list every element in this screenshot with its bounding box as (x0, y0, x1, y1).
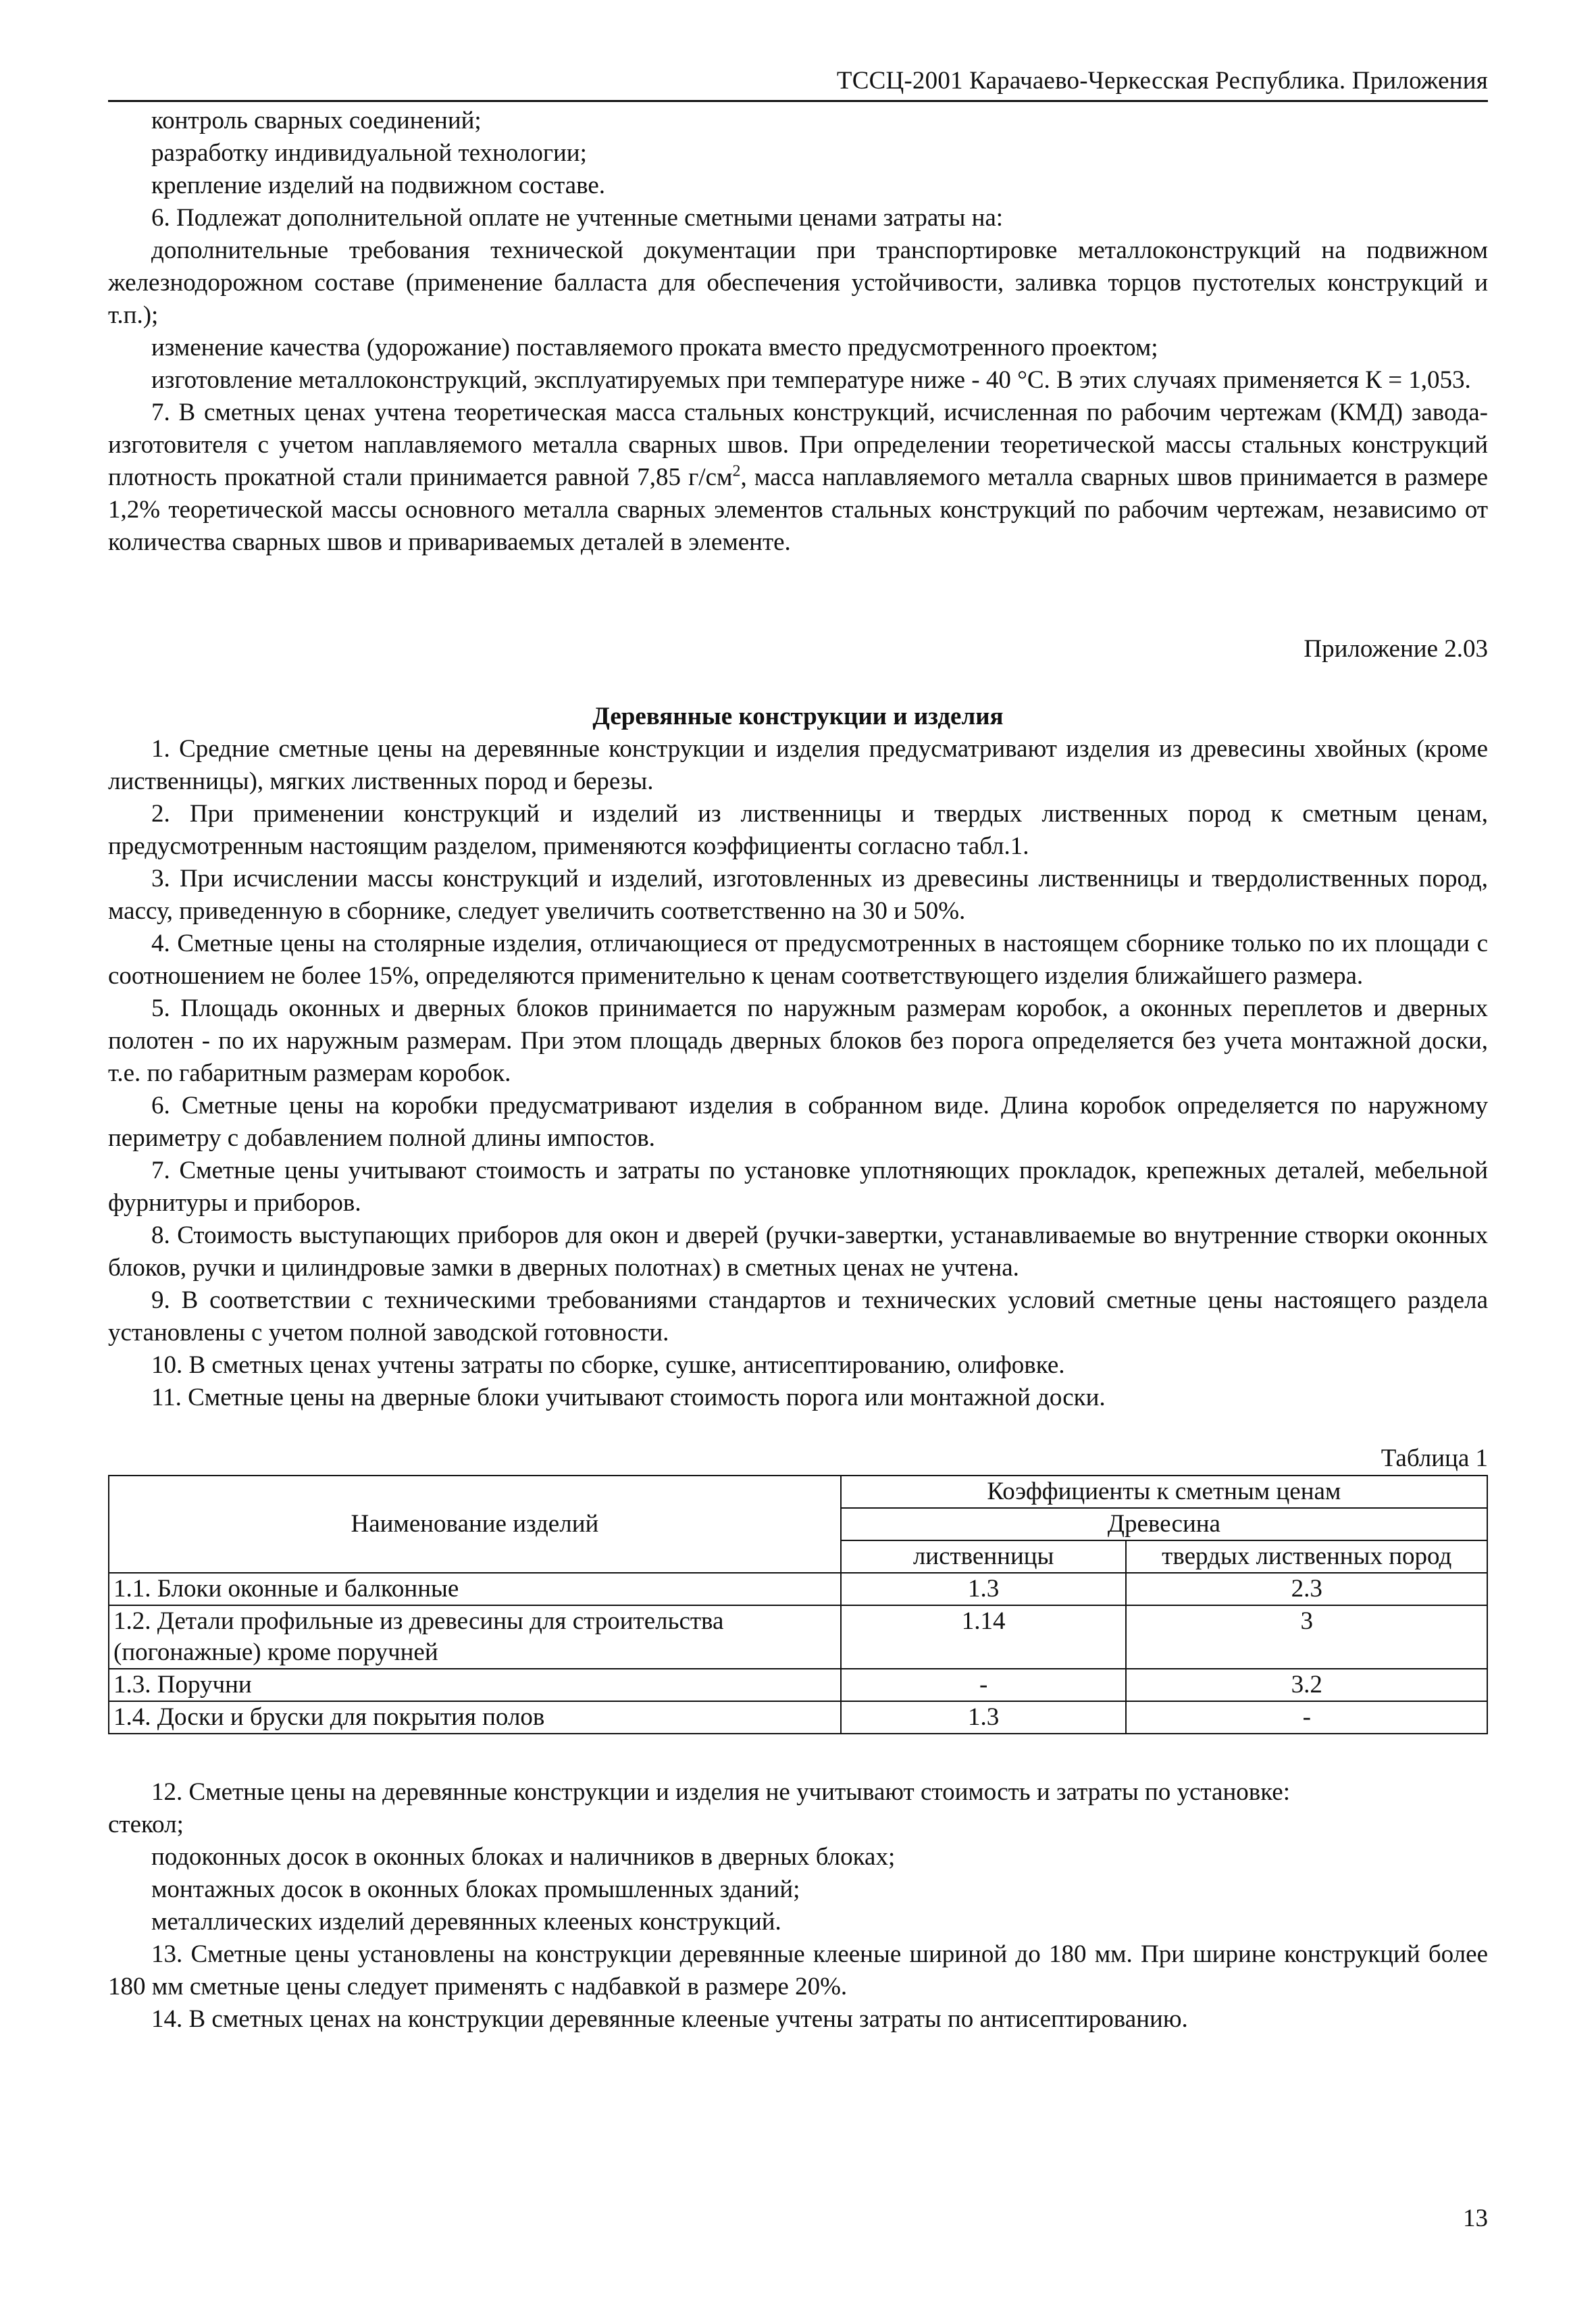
bottom-text-block (108, 1776, 1488, 2036)
table-header-row (109, 1476, 1487, 1508)
paragraph: 9. В соответствии с техническими требованиями стандартов и технических условий сметные цены настоящего раздела установлены с учетом полной заводской готовности. (108, 1286, 1488, 1347)
header-name: Наименование изделий (109, 1476, 841, 1573)
table-row (109, 1701, 1487, 1734)
row-name: 1.1. Блоки оконные и балконные (109, 1573, 841, 1605)
table-row (109, 1669, 1487, 1701)
row-hardwood: 2.3 (1126, 1573, 1487, 1605)
row-hardwood: - (1126, 1701, 1487, 1734)
superscript: 2 (732, 462, 741, 480)
paragraph: 14. В сметных ценах на конструкции деревянные клееные учтены затраты по антисептированию. (151, 2005, 1188, 2033)
page-number: 13 (1463, 2205, 1488, 2232)
paragraph: 6. Сметные цены на коробки предусматривают изделия в собранном виде. Длина коробок определяется по наружному периметру с добавлением полной длины импостов. (108, 1092, 1488, 1152)
running-header: ТССЦ-2001 Карачаево-Черкесская Республика. Приложения (108, 65, 1488, 102)
row-name: 1.4. Доски и бруски для покрытия полов (109, 1701, 841, 1734)
item7-text-a: 7. В сметных ценах учтена теоретическая масса стальных конструкций, исчисленная по рабочим чертежам (КМД) завода-изготовителя с учетом наплавляемого металла сварных швов. При определении теоретической массы стальных конструкций плотность прокатной стали принимается равной 7,85 г/см (108, 399, 1488, 491)
table-label: Таблица 1 (1381, 1444, 1488, 1472)
coefficients-table (108, 1475, 1488, 1734)
paragraph: 7. Сметные цены учитывают стоимость и затраты по установке уплотняющих прокладок, крепежных деталей, мебельной фурнитуры и приборов. (108, 1157, 1488, 1217)
paragraph: 6. Подлежат дополнительной оплате не учтенные сметными ценами затраты на: (151, 204, 1004, 232)
paragraph: изготовление металлоконструкций, эксплуатируемых при температуре ниже - 40 °С. В этих случаях применяется К = 1,053. (151, 366, 1471, 394)
header-larch: лиственницы (841, 1540, 1127, 1573)
paragraph: 8. Стоимость выступающих приборов для окон и дверей (ручки-завертки, устанавливаемые во внутренние створки оконных блоков, ручки и цилиндровые замки в дверных полотнах) в сметных ценах не учтена. (108, 1222, 1488, 1282)
paragraph: стекол; (108, 1811, 184, 1838)
table-row (109, 1573, 1487, 1605)
appendix-label: Приложение 2.03 (1304, 635, 1488, 663)
table-row (109, 1605, 1487, 1669)
row-larch: 1.14 (841, 1605, 1127, 1669)
paragraph: 1. Средние сметные цены на деревянные конструкции и изделия предусматривают изделия из древесины хвойных (кроме лиственницы), мягких лиственных пород и березы. (108, 735, 1488, 795)
header-coefficients: Коэффициенты к сметным ценам (841, 1476, 1487, 1508)
paragraph: 4. Сметные цены на столярные изделия, отличающиеся от предусмотренных в настоящем сборнике только по их площади с соотношением не более 15%, определяются применительно к ценам соответствующего изделия ближайшего размера. (108, 930, 1488, 990)
row-name: 1.2. Детали профильные из древесины для строительства (погонажные) кроме поручней (109, 1605, 841, 1669)
paragraph: металлических изделий деревянных клееных конструкций. (151, 1908, 781, 1936)
row-hardwood: 3.2 (1126, 1669, 1487, 1701)
paragraph: подоконных досок в оконных блоках и наличников в дверных блоках; (151, 1843, 896, 1871)
paragraph: 3. При исчислении массы конструкций и изделий, изготовленных из древесины лиственницы и твердолиственных пород, массу, приведенную в сборнике, следует увеличить соответственно на 30 и 50%. (108, 865, 1488, 925)
paragraph-item-7 (108, 397, 1488, 559)
paragraph: 13. Сметные цены установлены на конструкции деревянные клееные шириной до 180 мм. При ширине конструкций более 180 мм сметные цены следует применять с надбавкой в размере 20%. (108, 1940, 1488, 2001)
row-larch: 1.3 (841, 1573, 1127, 1605)
paragraph: 2. При применении конструкций и изделий из лиственницы и твердых лиственных пород к сметным ценам, предусмотренным настоящим разделом, применяются коэффициенты согласно табл.1. (108, 800, 1488, 860)
header-wood: Древесина (841, 1508, 1487, 1540)
paragraph: монтажных досок в оконных блоках промышленных зданий; (151, 1876, 800, 1903)
row-name: 1.3. Поручни (109, 1669, 841, 1701)
item7-text-b: , масса наплавляемого металла сварных швов принимается в размере 1,2% теоретической массы основного металла сварных элементов стальных конструкций по рабочим чертежам, независимо от количества сварных швов и привариваемых деталей в элементе. (108, 463, 1489, 556)
top-text-block (108, 105, 1488, 559)
paragraph: крепление изделий на подвижном составе. (151, 172, 606, 199)
paragraph: разработку индивидуальной технологии; (151, 139, 587, 167)
paragraph: 10. В сметных ценах учтены затраты по сборке, сушке, антисептированию, олифовке. (151, 1351, 1065, 1379)
paragraph: 11. Сметные цены на дверные блоки учитывают стоимость порога или монтажной доски. (151, 1384, 1106, 1411)
paragraph: изменение качества (удорожание) поставляемого проката вместо предусмотренного проектом; (151, 334, 1158, 361)
document-page (108, 65, 1488, 2036)
section-text-block (108, 733, 1488, 1414)
paragraph: 12. Сметные цены на деревянные конструкции и изделия не учитывают стоимость и затраты по установке: (151, 1778, 1290, 1806)
row-larch: 1.3 (841, 1701, 1127, 1734)
paragraph: контроль сварных соединений; (151, 107, 482, 134)
row-hardwood: 3 (1126, 1605, 1487, 1669)
section-title: Деревянные конструкции и изделия (592, 703, 1004, 730)
paragraph: дополнительные требования технической документации при транспортировке металлоконструкций на подвижном железнодорожном составе (применение балласта для обеспечения устойчивости, заливка торцов пустотелых конструкций и т.п.); (108, 236, 1488, 329)
paragraph: 5. Площадь оконных и дверных блоков принимается по наружным размерам коробок, а оконных переплетов и дверных полотен - по их наружным размерам. При этом площадь дверных блоков без порога определяется без учета монтажной доски, т.е. по габаритным размерам коробок. (108, 995, 1488, 1087)
row-larch: - (841, 1669, 1127, 1701)
header-hardwood: твердых лиственных пород (1126, 1540, 1487, 1573)
